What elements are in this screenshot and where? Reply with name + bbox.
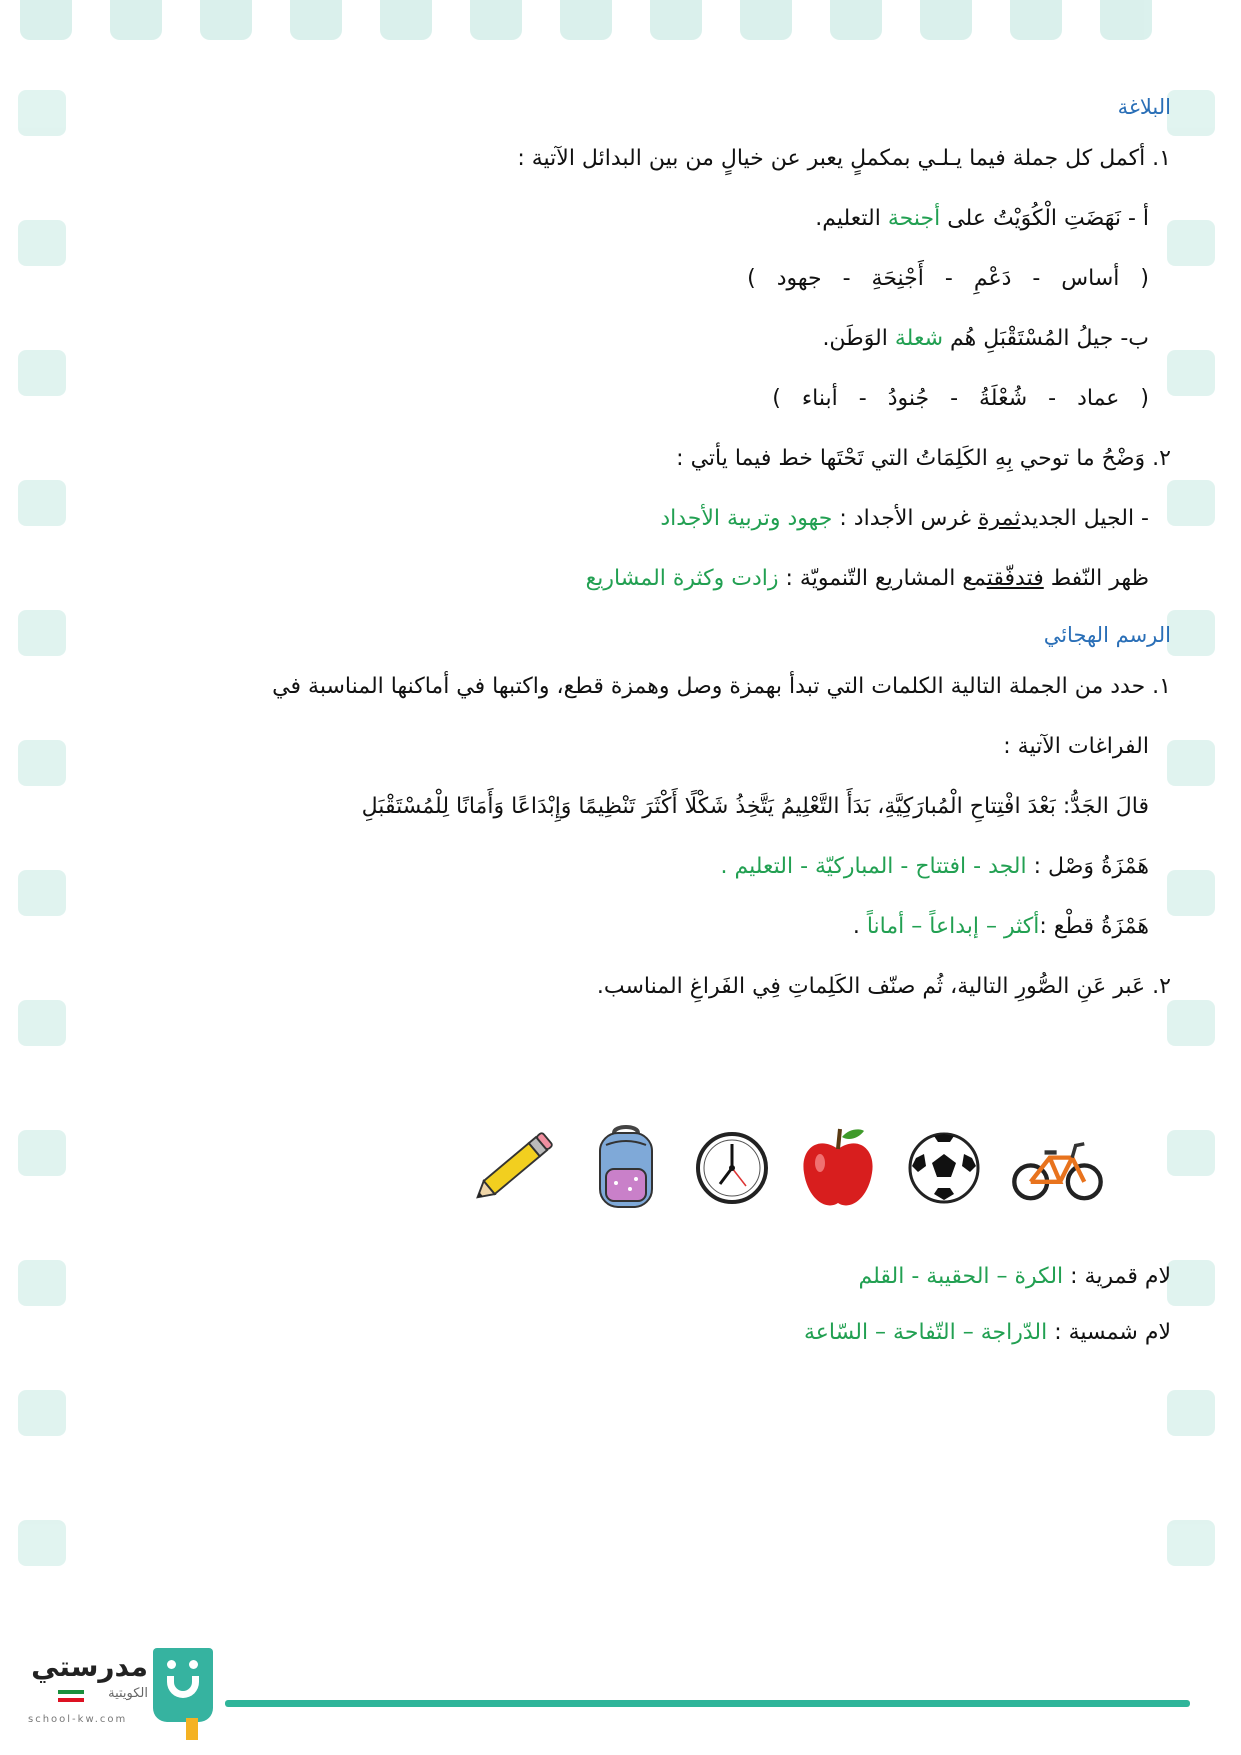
- sentence-2-underlined-word: فتدفّقت: [986, 566, 1044, 591]
- qamari-answer: الكرة – الحقيبة - القلم: [858, 1264, 1064, 1289]
- school-logo: [28, 1648, 208, 1748]
- sentence-1-prefix: - الجيل الجديد: [1020, 506, 1149, 531]
- pictures-row: [485, 1118, 1105, 1218]
- footer-divider: [225, 1700, 1190, 1707]
- watermark-right-column: [1167, 90, 1227, 1566]
- spelling-question-2: ٢. عَبر عَنِ الصُّورِ التالية، ثُم صنّف الكَلِماتِ فِي الفَراغِ المناسب.: [596, 974, 1171, 999]
- shamsi-answer: الدّراجة – التّفاحة – السّاعة: [804, 1320, 1048, 1345]
- sentence-2: [120, 564, 1171, 594]
- item-b: [120, 324, 1171, 354]
- item-b-suffix: الوَطَن.: [822, 326, 888, 351]
- bicycle-icon: [1010, 1123, 1105, 1213]
- item-b-answer: شعلة: [894, 326, 943, 351]
- item-b-prefix: ب- جيلُ المُسْتَقْبَلِ هُم: [950, 326, 1149, 351]
- qamari-row: [804, 1262, 1171, 1292]
- item-a-answer: أجنحة: [887, 206, 941, 231]
- hamzat-wasl-answer: الجد - افتتاح - المباركيّة - التعليم .: [720, 854, 1027, 879]
- sentence-1-suffix: غرس الأجداد :: [839, 506, 971, 531]
- spelling-question-1: ١. حدد من الجملة التالية الكلمات التي تبدأ بهمزة وصل وهمزة قطع، واكتبها في أماكنها المناسبة في: [272, 674, 1171, 699]
- sentence-1-answer: جهود وتربية الأجداد: [660, 506, 833, 531]
- hamzat-qat-answer: أكثر – إبداعاً – أماناً: [866, 914, 1040, 939]
- item-a: [120, 204, 1171, 234]
- item-a-choices: ( أساس - دَعْمِ - أَجْنِحَةِ - جهود ): [747, 266, 1149, 291]
- item-a-prefix: أ - نَهَضَتِ الْكُوَيْتُ على: [947, 206, 1149, 231]
- sentence-2-prefix: ظهر النّفط: [1050, 566, 1149, 591]
- watermark-top-row: [0, 0, 1241, 40]
- worksheet-body: [120, 92, 1171, 1032]
- spelling-question-1-continued: الفراغات الآتية :: [1003, 734, 1149, 759]
- shamsi-label: لام شمسية :: [1054, 1320, 1171, 1345]
- section-title-spelling: الرسم الهجائي: [1043, 623, 1171, 647]
- sentence-1: [120, 504, 1171, 534]
- watermark-left-column: [18, 90, 78, 1566]
- hamzat-wasl-row: [120, 852, 1171, 882]
- hamzat-qat-row: [120, 912, 1171, 942]
- hamzat-qat-end: .: [852, 914, 860, 939]
- qamari-label: لام قمرية :: [1070, 1264, 1171, 1289]
- sentence-2-suffix: مع المشاريع التّنمويّة :: [785, 566, 987, 591]
- sentence-2-answer: زادت وكثرة المشاريع: [585, 566, 779, 591]
- question-1: ١. أكمل كل جملة فيما يـلـي بمكملٍ يعبر عن خيالٍ من بين البدائل الآتية :: [517, 146, 1171, 171]
- logo-subtitle: الكويتية: [108, 1686, 148, 1701]
- item-a-suffix: التعليم.: [815, 206, 881, 231]
- quote-sentence: قالَ الجَدُّ: بَعْدَ افْتِتاحِ الْمُبارَكِيَّةِ، بَدَأَ التَّعْلِيمُ يَتَّخِذُ شَكْلًا أَكْثَرَ تَنْظِيمًا وَإِبْدَاعًا وَأَمَانًا لِلْمُسْتَقْبَلِ: [361, 794, 1149, 819]
- clock-icon: [692, 1123, 772, 1213]
- apple-icon: [798, 1123, 878, 1213]
- pencil-icon: [465, 1123, 560, 1213]
- logo-url: school-kw.com: [28, 1714, 128, 1725]
- backpack-icon: [586, 1123, 666, 1213]
- hamzat-qat-label: هَمْزَةُ قطْع :: [1039, 914, 1149, 939]
- classification-answers: [804, 1262, 1171, 1374]
- hamzat-wasl-label: هَمْزَةُ وَصْل :: [1033, 854, 1149, 879]
- item-b-choices: ( عماد - شُعْلَةُ - جُنودُ - أبناء ): [772, 386, 1149, 411]
- logo-badge-icon: [153, 1648, 213, 1722]
- sentence-1-underlined-word: ثمرة: [978, 506, 1021, 531]
- soccer-ball-icon: [904, 1123, 984, 1213]
- shamsi-row: [804, 1318, 1171, 1348]
- logo-name: مدرستي: [31, 1650, 148, 1683]
- question-2: ٢. وَضْحُ ما توحي بِهِ الكَلِمَاتُ التي تَحْتَها خط فيما يأتي :: [676, 446, 1171, 471]
- section-title-balagha: البلاغة: [1117, 95, 1171, 119]
